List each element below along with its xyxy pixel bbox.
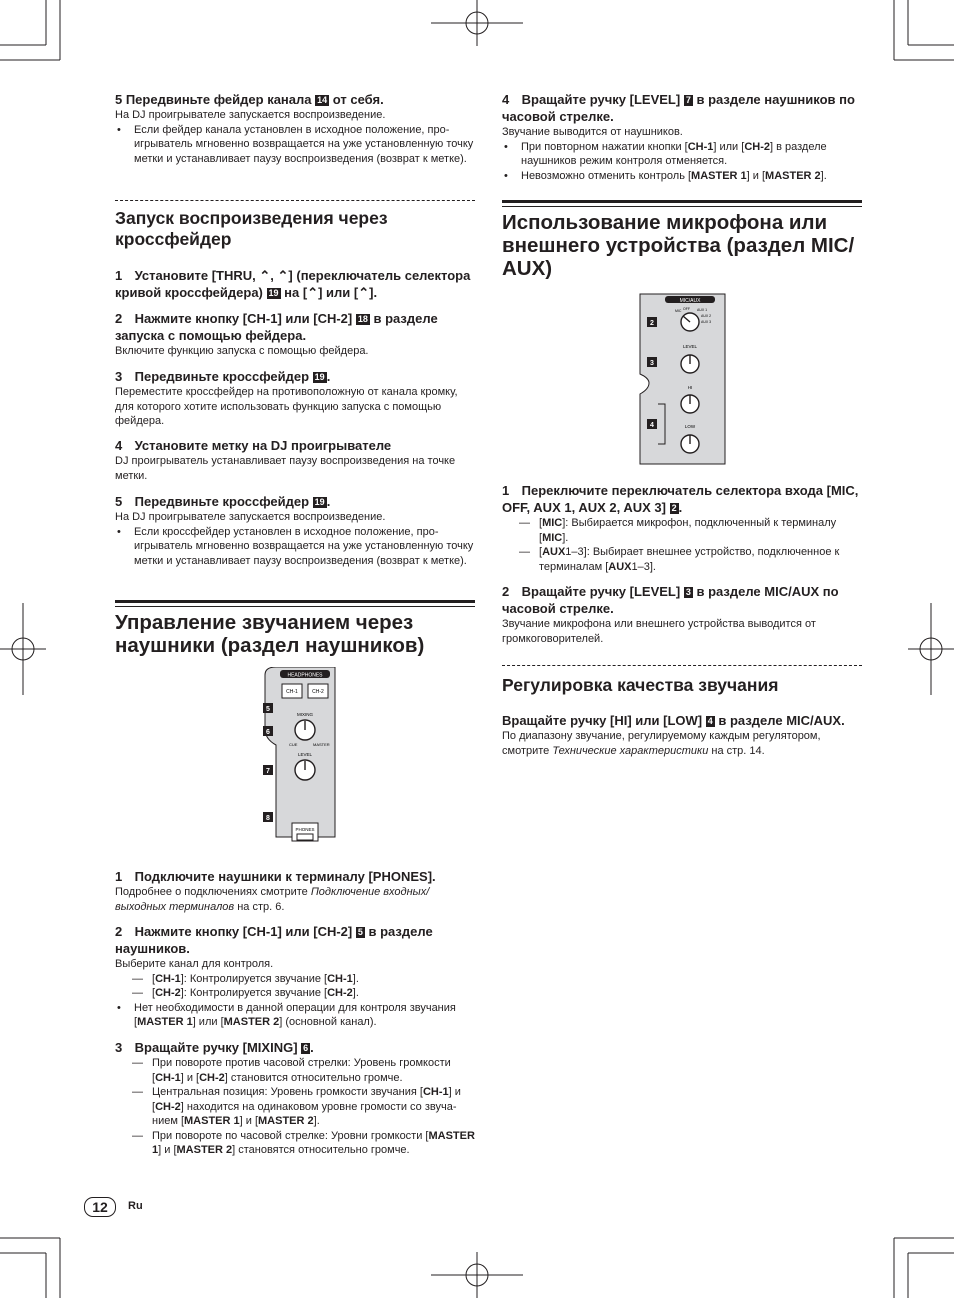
- crossfader-step1: 1 Установите [THRU, ⌃, ⌃] (переключатель селектора кривой кроссфейдера) 19 на [⌃] или [⌃].: [115, 268, 471, 300]
- svg-text:4: 4: [650, 422, 654, 429]
- language-label: Ru: [128, 1200, 143, 1212]
- panel-title: HEADPHONES: [287, 672, 323, 679]
- svg-text:MIC: MIC: [675, 309, 682, 313]
- headphones-panel-illustration: [245, 667, 340, 852]
- svg-text:5: 5: [266, 706, 270, 713]
- svg-text:MASTER: MASTER: [313, 742, 330, 747]
- svg-text:LEVEL: LEVEL: [682, 344, 698, 349]
- step-title: 5 Передвиньте фейдер канала 14 от себя.: [115, 92, 384, 107]
- curve-icon: ⌃: [259, 268, 271, 283]
- svg-text:AUX 1: AUX 1: [697, 308, 708, 312]
- headphones-step4: 4 Вращайте ручку [LEVEL] 7 в разделе наушников по часовой стрелке. Звучание выводится от наушников. • При повторном нажатии кнопки [CH-1] или [CH-2] в разделе наушников режим контроля отменяется. • Невозможно отменить контроль [MASTER 1] и [MASTER 2].: [502, 91, 862, 183]
- crossfader-step3: 3 Передвиньте кроссфейдер 19 . Переместите кроссфейдер на противоположную от канала кромку, для которого хотите использовать функцию запуска с помощью фейдера.: [115, 369, 458, 427]
- mic-step2: 2 Вращайте ручку [LEVEL] 3 в разделе MIC/AUX по часовой стрелке. Звучание микрофона или внешнего устройства выводится от громкоговорителей.: [502, 584, 839, 645]
- number-badge: 14: [317, 95, 328, 105]
- heading-mic-aux: Использование микрофона или внешнего устройства (раздел MIC/ AUX): [502, 211, 855, 280]
- svg-text:HI: HI: [687, 385, 693, 390]
- svg-text:CUE: CUE: [289, 742, 298, 747]
- curve-icon: ⌃: [307, 285, 319, 300]
- svg-text:8: 8: [266, 815, 270, 822]
- svg-text:6: 6: [266, 729, 270, 736]
- curve-icon: ⌃: [358, 285, 370, 300]
- step-text: На DJ проигрывателе запускается воспроизведение.: [115, 109, 386, 121]
- dashed-divider: [502, 665, 862, 666]
- crossfader-step4: 4 Установите метку на DJ проигрывателе DJ проигрыватель устанавливает паузу воспроизведения на точке метки.: [115, 438, 456, 482]
- curve-icon: ⌃: [277, 268, 289, 283]
- sound-quality-step: Вращайте ручку [HI] или [LOW] 4 в разделе MIC/AUX. По диапазону звучание, регулируемому каждым регулятором, смотрите Технические характеристики на стр. 14.: [502, 713, 845, 757]
- svg-text:PHONES: PHONES: [295, 827, 315, 832]
- headphones-step3: 3 Вращайте ручку [MIXING] 6 . — При повороте против часовой стрелки: Уровень громкости [CH-1] и [CH-2] становится относительно громче. — Центральная позиция: Уровень громкости звучания [CH-1] и [CH-2] находится на одинаковом уровне громости со звуча-нием [MASTER 1] и [MASTER 2]. — При повороте по часовой стрелке: Уровни громкости [MASTER 1] и [MASTER 2] становятся относительно громче.: [115, 1039, 475, 1158]
- headphones-step2: 2 Нажмите кнопку [CH-1] или [CH-2] 5 в разделе наушников. Выберите канал для контроля. — [CH-1]: Контролируется звучание [CH-1]. — [CH-2]: Контролируется звучание [CH-2]. • Нет необходимости в данной операции для контроля звучания [MASTER 1] или [MASTER 2] (основной канал).: [115, 923, 475, 1030]
- svg-text:3: 3: [650, 360, 654, 367]
- mic-step1: 1 Переключите переключатель селектора входа [MIC, OFF, AUX 1, AUX 2, AUX 3] 2 . — [MIC]: Выбирается микрофон, подключенный к терминалу [MIC]. — [AUX1–3]: Выбирает внешнее устройство, подключенное к терминалам [AUX1–3].: [502, 482, 862, 574]
- section-rule: [502, 200, 862, 207]
- bullet-item: • Если фейдер канала установлен в исходное положение, про-игрыватель мгновенно возвращается на уже установленную точку метки и устанавливает паузу воспроизведения (возврат к метке).: [115, 123, 475, 167]
- svg-text:AUX 2: AUX 2: [701, 314, 712, 318]
- heading-crossfader: Запуск воспроизведения через кроссфейдер: [115, 208, 388, 249]
- svg-text:LEVEL: LEVEL: [297, 752, 313, 757]
- section-fader-step5: [115, 91, 475, 166]
- mic-aux-panel-illustration: [635, 292, 730, 467]
- heading-headphones: Управление звучанием через наушники (раздел наушников): [115, 611, 425, 657]
- svg-text:AUX 3: AUX 3: [701, 320, 712, 324]
- svg-text:2: 2: [650, 320, 654, 327]
- section-rule: [115, 600, 475, 607]
- svg-text:LOW: LOW: [684, 424, 696, 429]
- crossfader-step5: 5 Передвиньте кроссфейдер 19 . На DJ проигрывателе запускается воспроизведение. • Если кроссфейдер установлен в исходное положение, про-игрыватель мгновенно возвращается на уже установленную точку метки и устанавливает паузу воспроизведения (возврат к метке).: [115, 493, 475, 568]
- dashed-divider: [115, 200, 475, 201]
- heading-sound-quality: Регулировка качества звучания: [502, 675, 779, 695]
- svg-text:MIC/AUX: MIC/AUX: [679, 298, 701, 304]
- ch1-button: CH-1: [286, 689, 298, 695]
- headphones-step1: 1 Подключите наушники к терминалу [PHONES]. Подробнее о подключениях смотрите Подключение входных/ выходных терминалов на стр. 6.: [115, 869, 436, 913]
- crossfader-step2: 2 Нажмите кнопку [CH-1] или [CH-2] 18 в разделе запуска с помощью фейдера. Включите функцию запуска с помощью фейдера.: [115, 311, 438, 357]
- page-number: 12: [84, 1197, 116, 1217]
- ch2-button: CH-2: [312, 689, 324, 695]
- svg-text:MIXING: MIXING: [296, 712, 314, 717]
- svg-text:OFF: OFF: [683, 307, 690, 311]
- svg-text:7: 7: [266, 768, 270, 775]
